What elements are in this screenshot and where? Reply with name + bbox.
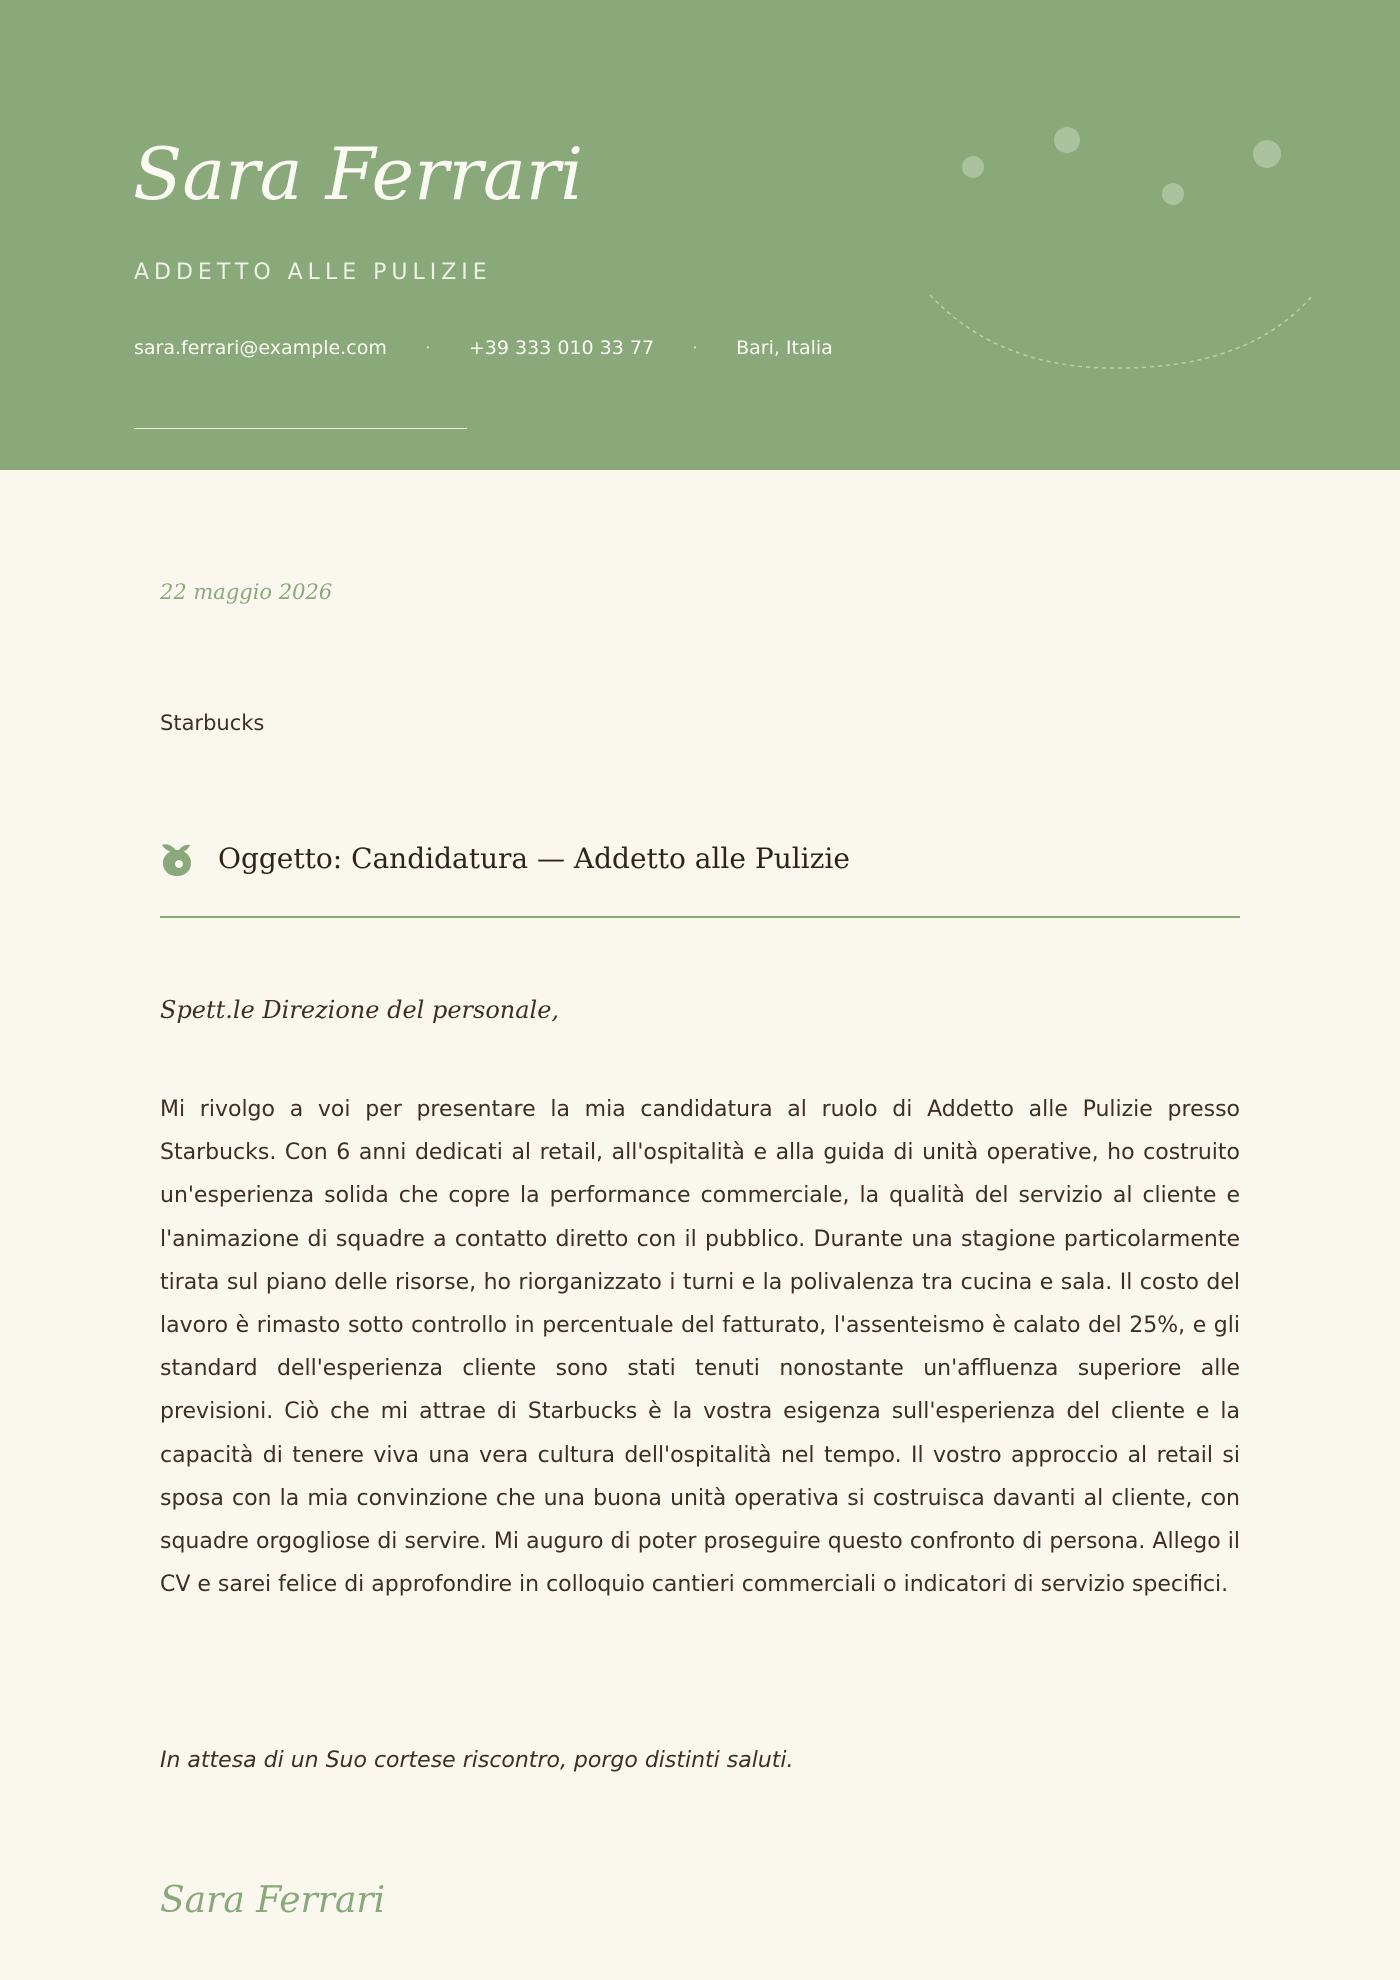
contact-separator: · (692, 337, 699, 359)
letter-date: 22 maggio 2026 (160, 580, 333, 604)
subject-title: Oggetto: Candidatura — Addetto alle Pulizie (218, 842, 850, 875)
decorative-arc (930, 295, 1313, 368)
location: Bari, Italia (736, 337, 833, 359)
decorative-dots (0, 0, 1400, 470)
closing-line: In attesa di un Suo cortese riscontro, porgo distinti saluti. (160, 1748, 794, 1773)
contact-info (134, 337, 833, 359)
phone-number[interactable]: +39 333 010 33 77 (468, 337, 655, 359)
letter-header (0, 0, 1400, 470)
applicant-name: Sara Ferrari (133, 132, 584, 216)
decorative-dot (1253, 140, 1281, 168)
decorative-dot (1054, 127, 1080, 153)
signature: Sara Ferrari (160, 1880, 386, 1921)
salutation: Spett.le Direzione del personale, (160, 996, 560, 1024)
email-link[interactable]: sara.ferrari@example.com (134, 337, 387, 359)
job-title: ADDETTO ALLE PULIZIE (134, 260, 492, 285)
contact-separator: · (424, 337, 431, 359)
leaf-ornament-icon (160, 842, 194, 878)
letter-body: Mi rivolgo a voi per presentare la mia candidatura al ruolo di Addetto alle Pulizie presso Starbucks. Con 6 anni dedicati al retail, all'ospitalità e alla guida di unità operative, ho costruito un'esperienza solida che copre la performance commerciale, la qualità del servizio al cliente e l'animazione di squadre a contatto diretto con il pubblico. Durante una stagione particolarmente tirata sul piano delle risorse, ho riorganizzato i turni e la polivalenza tra cucina e sala. Il costo del lavoro è rimasto sotto controllo in percentuale del fatturato, l'assenteismo è calato del 25%, e gli standard dell'esperienza cliente sono stati tenuti nonostante un'affluenza superiore alle previsioni. Ciò che mi attrae di Starbucks è la vostra esigenza sull'esperienza del cliente e la capacità di tenere viva una vera cultura dell'ospitalità nel tempo. Il vostro approccio al retail si sposa con la mia convinzione che una buona unità operativa si costruisca davanti al cliente, con squadre orgogliose di servire. Mi auguro di poter proseguire questo confronto di persona. Allego il CV e sarei felice di approfondire in colloquio cantieri commerciali o indicatori di servizio specifici. (160, 1097, 1240, 1598)
subject-line (160, 840, 1240, 918)
recipient-company: Starbucks (160, 711, 265, 735)
header-divider (134, 428, 467, 429)
decorative-dot (962, 156, 984, 178)
decorative-dot (1162, 183, 1184, 205)
